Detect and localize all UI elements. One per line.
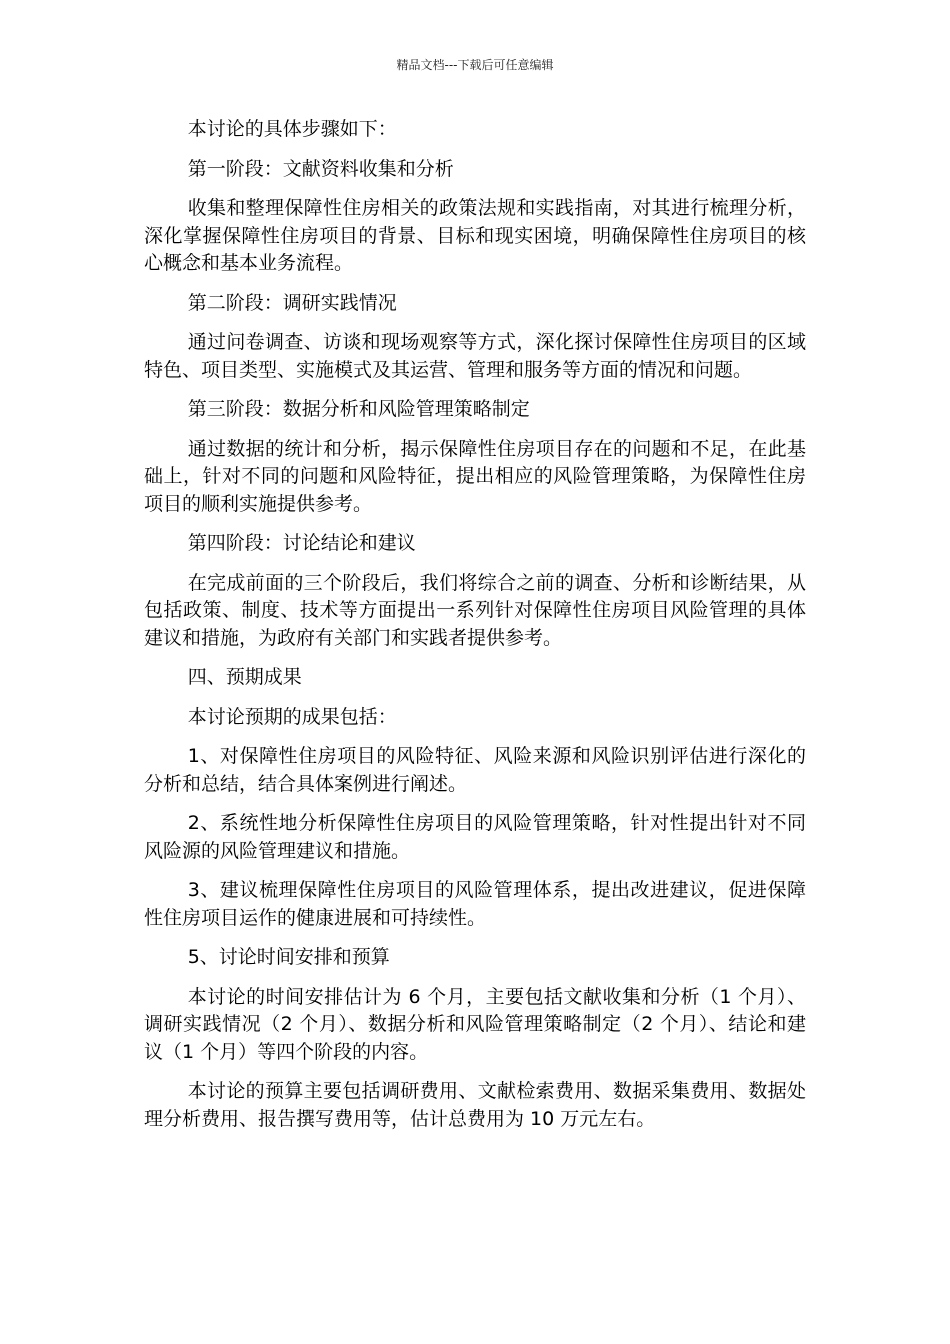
stage-three-heading: 第三阶段：数据分析和风险管理策略制定 xyxy=(187,398,530,420)
expected-result-item-2: 2、系统性地分析保障性住房项目的风险管理策略，针对性提出针对不同风险源的风险管理建议和措施。 xyxy=(144,812,806,862)
stage-four-heading: 第四阶段：讨论结论和建议 xyxy=(187,532,416,554)
section-four-heading: 四、预期成果 xyxy=(187,666,302,688)
stage-two-paragraph: 通过问卷调查、访谈和现场观察等方式，深化探讨保障性住房项目的区域特色、项目类型、实施模式及其运营、管理和服务等方面的情况和问题。 xyxy=(144,331,806,381)
page-header: 精品文档---下载后可任意编辑 xyxy=(396,58,554,72)
intro-steps-line: 本讨论的具体步骤如下： xyxy=(187,118,397,140)
document-body xyxy=(144,116,806,1145)
stage-three-paragraph: 通过数据的统计和分析，揭示保障性住房项目存在的问题和不足，在此基础上，针对不同的问题和风险特征，提出相应的风险管理策略，为保障性住房项目的顺利实施提供参考。 xyxy=(144,437,806,515)
stage-one-heading: 第一阶段：文献资料收集和分析 xyxy=(187,157,454,180)
stage-four-paragraph: 在完成前面的三个阶段后，我们将综合之前的调查、分析和诊断结果，从包括政策、制度、技术等方面提出一系列针对保障性住房项目风险管理的具体建议和措施，为政府有关部门和实践者提供参考。 xyxy=(144,571,806,649)
expected-result-item-3: 3、建议梳理保障性住房项目的风险管理体系，提出改进建议，促进保障性住房项目运作的健康进展和可持续性。 xyxy=(144,879,806,929)
budget-paragraph: 本讨论的预算主要包括调研费用、文献检索费用、数据采集费用、数据处理分析费用、报告撰写费用等，估计总费用为 10 万元左右。 xyxy=(144,1080,806,1130)
section-five-heading: 5、讨论时间安排和预算 xyxy=(187,946,390,968)
stage-two-heading: 第二阶段：调研实践情况 xyxy=(187,291,397,314)
expected-result-item-1: 1、对保障性住房项目的风险特征、风险来源和风险识别评估进行深化的分析和总结，结合具体案例进行阐述。 xyxy=(144,745,806,795)
schedule-paragraph: 本讨论的时间安排估计为 6 个月，主要包括文献收集和分析（1 个月）、调研实践情况（2 个月）、数据分析和风险管理策略制定（2 个月）、结论和建议（1 个月）等四个阶段的内容。 xyxy=(144,985,806,1063)
expected-results-intro: 本讨论预期的成果包括： xyxy=(187,705,397,728)
stage-one-paragraph: 收集和整理保障性住房相关的政策法规和实践指南，对其进行梳理分析，深化掌握保障性住房项目的背景、目标和现实困境，明确保障性住房项目的核心概念和基本业务流程。 xyxy=(144,197,806,274)
